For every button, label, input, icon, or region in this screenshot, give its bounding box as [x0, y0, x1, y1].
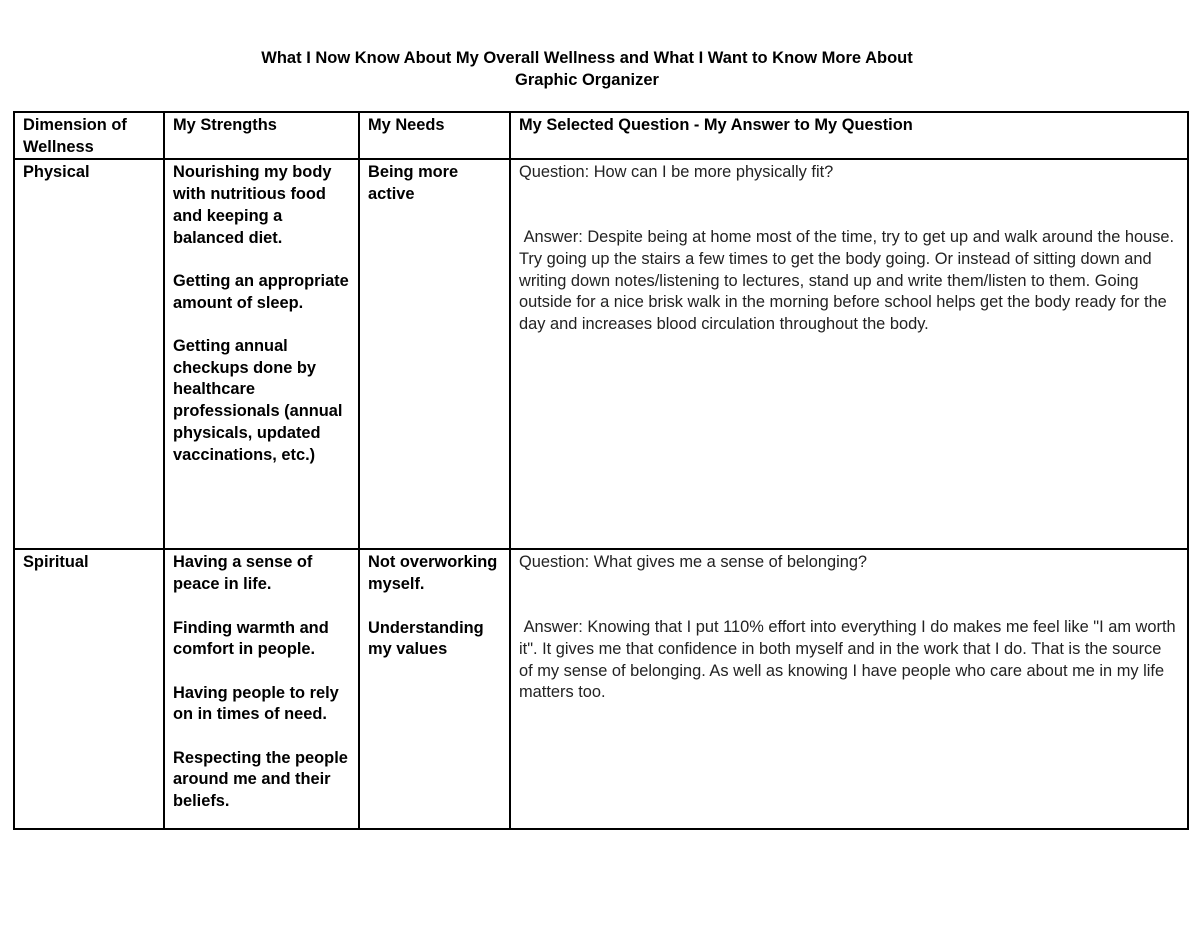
question-answer-cell: [510, 159, 1188, 549]
question-answer-cell: [510, 549, 1188, 829]
title-line-1: What I Now Know About My Overall Wellness and What I Want to Know More About: [261, 49, 913, 67]
strength-item: Nourishing my body with nutritious food and keeping a balanced diet.: [173, 163, 332, 247]
title-line-2: Graphic Organizer: [515, 71, 659, 89]
need-item: Not overworking myself.: [368, 553, 498, 594]
strength-item: Respecting the people around me and their beliefs.: [173, 748, 348, 811]
dimension-cell: Physical: [14, 159, 164, 549]
strength-item: Getting an appropriate amount of sleep.: [173, 271, 349, 312]
question-text: Question: How can I be more physically fit?: [519, 163, 834, 182]
strength-item: Having people to rely on in times of need.: [173, 683, 339, 724]
answer-text: Answer: Knowing that I put 110% effort into everything I do makes me feel like "I am worth it". It gives me that confidence in both myself and in the work that I do. That is the source of my sense of belonging. As well as knowing I have people who care about me in my life matters too.: [519, 618, 1181, 702]
question-text: Question: What gives me a sense of belonging?: [519, 553, 868, 572]
strengths-cell: [164, 549, 359, 829]
header-needs: My Needs: [359, 112, 510, 159]
header-question: My Selected Question - My Answer to My Question: [510, 112, 1188, 159]
header-dimension: Dimension of Wellness: [14, 112, 164, 159]
needs-cell: [359, 159, 510, 549]
table-row: [14, 159, 1188, 549]
need-item: Understanding my values: [368, 618, 484, 659]
strengths-cell: [164, 159, 359, 549]
header-strengths: My Strengths: [164, 112, 359, 159]
needs-cell: [359, 549, 510, 829]
document-title: [0, 47, 1174, 91]
table-row: [14, 549, 1188, 829]
dimension-cell: Spiritual: [14, 549, 164, 829]
strength-item: Finding warmth and comfort in people.: [173, 618, 329, 659]
table-header-row: [14, 112, 1188, 159]
wellness-organizer-table: [13, 111, 1189, 830]
need-item: Being more active: [368, 163, 459, 204]
answer-text: Answer: Despite being at home most of the time, try to get up and walk around the house. Try going up the stairs a few times to get the body going. Or instead of sitting down and writing down notes/listening to lectures, stand up and write them/listen to them. Going outside for a nice brisk walk in the morning before school helps get the body ready for the day and increases blood circulation throughout the body.: [519, 228, 1179, 333]
strength-item: Having a sense of peace in life.: [173, 553, 313, 594]
strength-item: Getting annual checkups done by healthcare professionals (annual physicals, updated vaccinations, etc.): [173, 337, 343, 464]
